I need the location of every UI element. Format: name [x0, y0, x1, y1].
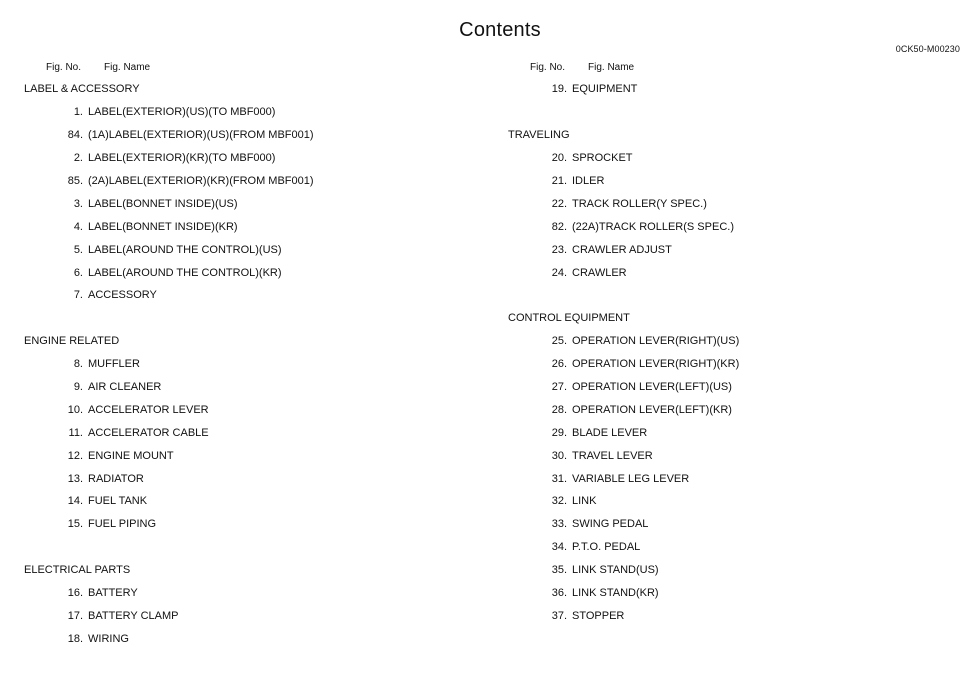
toc-item[interactable]: [24, 170, 486, 193]
toc-item[interactable]: [24, 238, 486, 261]
column-header: [24, 60, 486, 78]
fig-name: LINK STAND(KR): [572, 587, 659, 600]
toc-spacer: [508, 101, 970, 124]
fig-no: 32.: [551, 495, 567, 508]
fig-name: AIR CLEANER: [88, 381, 162, 394]
toc-item[interactable]: [24, 101, 486, 124]
toc-item[interactable]: [508, 215, 970, 238]
toc-item[interactable]: [24, 261, 486, 284]
fig-no: 85.: [67, 175, 83, 187]
fig-no: 17.: [67, 609, 83, 622]
fig-name: MUFFLER: [88, 358, 140, 371]
fig-no: 35.: [551, 564, 567, 577]
fig-no: 36.: [551, 587, 567, 600]
toc-item[interactable]: [24, 490, 486, 513]
toc-item[interactable]: [24, 421, 486, 444]
toc-column-right: [508, 60, 970, 627]
fig-no: 10.: [67, 403, 83, 416]
fig-no: 6.: [73, 266, 83, 279]
fig-no: 13.: [67, 472, 83, 485]
fig-name: ACCESSORY: [88, 289, 157, 302]
toc-item[interactable]: [24, 192, 486, 215]
toc-section-heading: [24, 78, 486, 101]
toc-spacer: [508, 284, 970, 307]
toc-item[interactable]: [24, 513, 486, 536]
fig-name: (22A)TRACK ROLLER(S SPEC.): [572, 220, 734, 233]
fig-name: OPERATION LEVER(LEFT)(US): [572, 381, 732, 394]
section-label: LABEL & ACCESSORY: [24, 83, 140, 96]
fig-no: 4.: [73, 220, 83, 233]
section-label: ELECTRICAL PARTS: [24, 564, 131, 577]
fig-no-header: Fig. No.: [46, 62, 82, 73]
toc-item[interactable]: [24, 398, 486, 421]
fig-no: 18.: [67, 632, 83, 645]
toc-spacer: [24, 536, 486, 559]
section-label: ENGINE RELATED: [24, 335, 120, 348]
toc-item[interactable]: [24, 627, 486, 650]
fig-name: LABEL(AROUND THE CONTROL)(US): [88, 243, 282, 256]
fig-name: CRAWLER: [572, 266, 627, 279]
column-header: [508, 60, 970, 78]
fig-no: 5.: [73, 243, 83, 256]
toc-item[interactable]: [24, 582, 486, 605]
toc-item[interactable]: [24, 353, 486, 376]
toc-item[interactable]: [24, 376, 486, 399]
fig-no: 34.: [551, 541, 567, 554]
toc-item[interactable]: [508, 536, 970, 559]
fig-no: 29.: [551, 426, 567, 439]
toc-item[interactable]: [24, 604, 486, 627]
toc-rows-left: [24, 78, 486, 650]
fig-name: LABEL(BONNET INSIDE)(KR): [88, 220, 238, 233]
toc-item[interactable]: [508, 330, 970, 353]
toc-item[interactable]: [508, 376, 970, 399]
fig-no: 12.: [67, 449, 83, 462]
fig-name: LABEL(EXTERIOR)(US)(TO MBF000): [88, 106, 276, 119]
fig-name: VARIABLE LEG LEVER: [572, 472, 690, 485]
fig-name: TRACK ROLLER(Y SPEC.): [572, 197, 707, 210]
toc-item[interactable]: [508, 238, 970, 261]
fig-no: 9.: [73, 381, 83, 394]
fig-name: FUEL PIPING: [88, 518, 157, 531]
toc-section-heading: [24, 559, 486, 582]
fig-name: OPERATION LEVER(RIGHT)(US): [572, 335, 740, 348]
toc-item[interactable]: [508, 490, 970, 513]
toc-item[interactable]: [508, 170, 970, 193]
fig-name: BLADE LEVER: [572, 426, 648, 439]
fig-name: P.T.O. PEDAL: [572, 541, 641, 554]
toc-item[interactable]: [24, 215, 486, 238]
fig-name: OPERATION LEVER(RIGHT)(KR): [572, 358, 740, 371]
fig-no: 33.: [551, 518, 567, 531]
fig-name: (2A)LABEL(EXTERIOR)(KR)(FROM MBF001): [88, 175, 314, 187]
fig-no: 16.: [67, 587, 83, 600]
toc-item[interactable]: [24, 147, 486, 170]
fig-no-header: Fig. No.: [530, 62, 566, 73]
fig-no: 1.: [73, 106, 83, 119]
fig-name: ACCELERATOR CABLE: [88, 426, 209, 439]
fig-name: EQUIPMENT: [572, 83, 638, 96]
fig-no: 25.: [551, 335, 567, 348]
fig-no: 21.: [551, 175, 567, 187]
fig-name: (1A)LABEL(EXTERIOR)(US)(FROM MBF001): [88, 129, 314, 142]
toc-column-left: [24, 60, 486, 650]
toc-item[interactable]: [508, 421, 970, 444]
fig-no: 15.: [67, 518, 83, 531]
fig-no: 24.: [551, 266, 567, 279]
fig-name: LINK: [572, 495, 597, 508]
toc-section-heading: [24, 330, 486, 353]
fig-no: 37.: [551, 609, 567, 622]
toc-item[interactable]: [508, 444, 970, 467]
fig-no: 14.: [67, 495, 83, 508]
fig-no: 2.: [73, 152, 83, 165]
fig-no: 82.: [551, 220, 567, 233]
fig-no: 3.: [73, 197, 83, 210]
fig-name: STOPPER: [572, 609, 625, 622]
section-label: CONTROL EQUIPMENT: [508, 312, 630, 325]
fig-name: OPERATION LEVER(LEFT)(KR): [572, 403, 732, 416]
fig-no: 31.: [551, 472, 567, 485]
toc-item[interactable]: [508, 353, 970, 376]
fig-name: CRAWLER ADJUST: [572, 243, 672, 256]
fig-no: 19.: [551, 83, 567, 96]
fig-no: 27.: [551, 381, 567, 394]
toc-rows-right: [508, 78, 970, 627]
fig-name: IDLER: [572, 175, 605, 187]
toc-item[interactable]: [508, 582, 970, 605]
fig-no: 8.: [73, 358, 83, 371]
fig-name: BATTERY: [88, 587, 138, 600]
page-title: Contents: [459, 19, 541, 41]
fig-name: ENGINE MOUNT: [88, 449, 174, 462]
fig-name-header: Fig. Name: [588, 62, 635, 73]
fig-no: 26.: [551, 358, 567, 371]
toc-item[interactable]: [24, 284, 486, 307]
document-number: 0CK50-M00230: [895, 44, 960, 54]
fig-no: 30.: [551, 449, 567, 462]
fig-name: TRAVEL LEVER: [572, 449, 653, 462]
toc-item[interactable]: [508, 147, 970, 170]
toc-item[interactable]: [508, 559, 970, 582]
fig-name: LINK STAND(US): [572, 564, 659, 577]
toc-section-heading: [508, 307, 970, 330]
toc-item[interactable]: [508, 192, 970, 215]
toc-section-heading: [508, 124, 970, 147]
fig-name: LABEL(AROUND THE CONTROL)(KR): [88, 266, 282, 279]
fig-name: LABEL(BONNET INSIDE)(US): [88, 197, 238, 210]
toc-item[interactable]: [508, 78, 970, 101]
toc-item[interactable]: [508, 398, 970, 421]
fig-no: 28.: [551, 403, 567, 416]
toc-item[interactable]: [24, 467, 486, 490]
fig-name: RADIATOR: [88, 472, 144, 485]
fig-no: 23.: [551, 243, 567, 256]
fig-name: WIRING: [88, 632, 129, 645]
fig-no: 20.: [551, 152, 567, 165]
fig-name-header: Fig. Name: [104, 62, 151, 73]
toc-item[interactable]: [24, 124, 486, 147]
fig-no: 84.: [67, 129, 83, 142]
fig-no: 11.: [68, 426, 83, 439]
fig-name: SWING PEDAL: [572, 518, 649, 531]
toc-item[interactable]: [508, 604, 970, 627]
fig-name: ACCELERATOR LEVER: [88, 403, 209, 416]
toc-item[interactable]: [508, 513, 970, 536]
fig-no: 7.: [73, 289, 83, 302]
toc-item[interactable]: [508, 467, 970, 490]
toc-item[interactable]: [508, 261, 970, 284]
fig-no: 22.: [551, 197, 567, 210]
fig-name: BATTERY CLAMP: [88, 609, 179, 622]
fig-name: SPROCKET: [572, 152, 633, 165]
toc-item[interactable]: [24, 444, 486, 467]
fig-name: LABEL(EXTERIOR)(KR)(TO MBF000): [88, 152, 276, 165]
toc-spacer: [24, 307, 486, 330]
fig-name: FUEL TANK: [88, 495, 148, 508]
section-label: TRAVELING: [508, 129, 570, 142]
